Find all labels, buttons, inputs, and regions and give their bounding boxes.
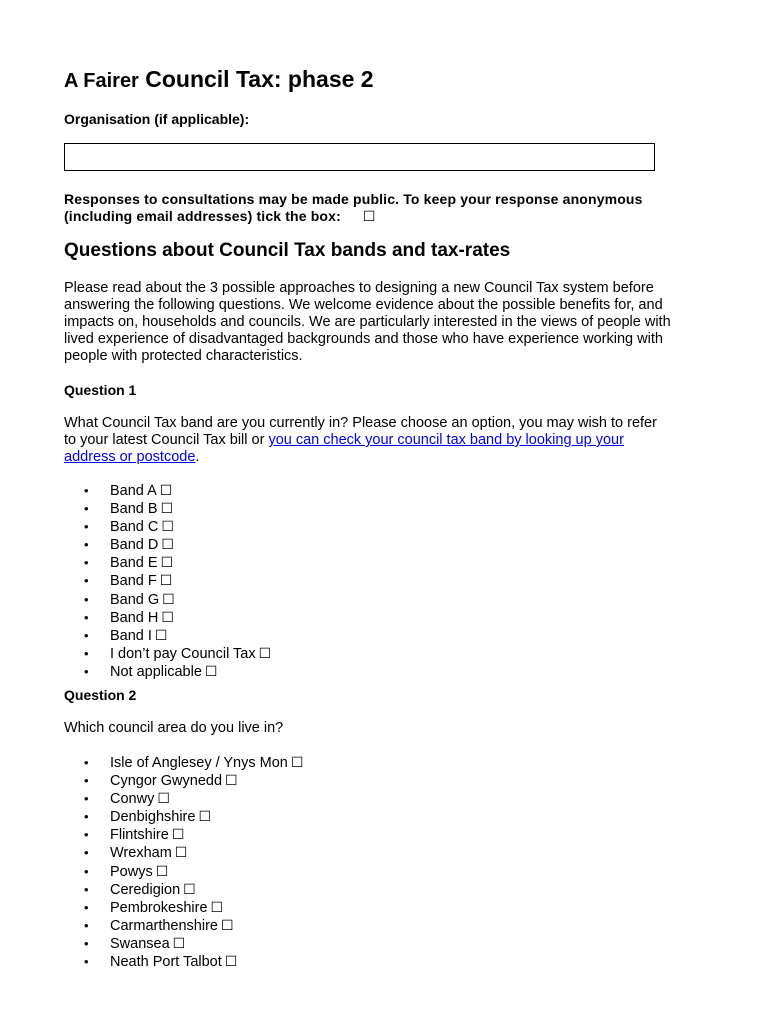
list-item <box>64 772 303 790</box>
option-checkbox[interactable]: ☐ <box>162 590 175 607</box>
option-checkbox[interactable]: ☐ <box>174 844 188 861</box>
question1-options <box>64 482 271 681</box>
bullet: • <box>84 519 89 535</box>
option-label: Band H <box>110 609 159 626</box>
question2-text-line: Which council area do you live in? <box>64 720 284 736</box>
organisation-label: Organisation (if applicable): <box>64 111 250 127</box>
intro-paragraph <box>64 280 724 365</box>
list-item <box>64 826 303 844</box>
option-label: Isle of Anglesey / Ynys Mon <box>110 755 288 771</box>
option-label: Band C <box>110 519 159 536</box>
title-main: Council Tax: phase 2 <box>138 66 374 92</box>
option-label: Band B <box>110 501 158 518</box>
option-label: Band G <box>110 591 160 608</box>
list-item <box>64 482 271 500</box>
option-checkbox[interactable]: ☐ <box>221 916 234 933</box>
option-label: Band A <box>110 483 157 499</box>
bullet: • <box>84 845 89 861</box>
option-checkbox[interactable]: ☐ <box>154 626 168 643</box>
bullet: • <box>84 573 89 589</box>
bullet: • <box>84 755 89 770</box>
list-item <box>64 663 271 681</box>
question2-options <box>64 754 303 971</box>
option-checkbox[interactable]: ☐ <box>290 754 304 770</box>
bullet: • <box>84 663 89 679</box>
option-label: Pembrokeshire <box>110 899 208 916</box>
bullet: • <box>84 935 89 951</box>
question1-label: Question 1 <box>64 382 137 398</box>
list-item <box>64 953 303 971</box>
list-item <box>64 844 303 862</box>
bullet: • <box>84 791 89 807</box>
question2-text <box>64 720 724 737</box>
option-label: Neath Port Talbot <box>110 954 222 971</box>
list-item <box>64 935 303 953</box>
section-heading: Questions about Council Tax bands and tax-rates <box>64 240 511 261</box>
bullet: • <box>84 609 89 625</box>
bullet: • <box>84 501 89 517</box>
question1-text-end: . <box>195 449 200 465</box>
option-label: Swansea <box>110 935 170 952</box>
bullet: • <box>84 827 89 843</box>
option-label: Band I <box>110 627 152 644</box>
bullet: • <box>84 881 89 897</box>
bullet: • <box>84 483 89 498</box>
option-checkbox[interactable]: ☐ <box>224 953 238 970</box>
intro-line: people with protected characteristics. <box>64 348 303 364</box>
option-label: Band D <box>110 537 159 554</box>
option-label: Cyngor Gwynedd <box>110 773 223 790</box>
list-item <box>64 554 271 572</box>
list-item <box>64 572 271 590</box>
option-label: I don’t pay Council Tax <box>110 645 256 662</box>
bullet: • <box>84 627 89 643</box>
list-item <box>64 881 303 899</box>
bullet: • <box>84 645 89 661</box>
option-label: Ceredigion <box>110 881 181 898</box>
list-item <box>64 518 271 536</box>
anonymous-notice <box>64 191 714 225</box>
bullet: • <box>84 555 89 571</box>
bullet: • <box>84 537 89 553</box>
option-checkbox[interactable]: ☐ <box>159 572 173 589</box>
option-checkbox[interactable]: ☐ <box>210 898 224 915</box>
option-checkbox[interactable]: ☐ <box>159 482 173 498</box>
list-item <box>64 627 271 645</box>
option-label: Band E <box>110 555 158 572</box>
list-item <box>64 536 271 554</box>
list-item <box>64 609 271 627</box>
option-checkbox[interactable]: ☐ <box>183 880 196 897</box>
option-checkbox[interactable]: ☐ <box>204 662 218 679</box>
option-checkbox[interactable]: ☐ <box>160 500 174 517</box>
list-item <box>64 645 271 663</box>
bullet: • <box>84 899 89 915</box>
option-label: Not applicable <box>110 663 202 680</box>
option-checkbox[interactable]: ☐ <box>155 862 169 879</box>
option-label: Flintshire <box>110 827 169 844</box>
option-checkbox[interactable]: ☐ <box>161 608 174 625</box>
council-tax-band-link-cont[interactable]: address or postcode <box>64 449 196 465</box>
list-item <box>64 591 271 609</box>
list-item <box>64 754 303 772</box>
option-checkbox[interactable]: ☐ <box>172 934 186 951</box>
anonymous-notice-line2: (including email addresses) tick the box: <box>64 208 341 224</box>
list-item <box>64 790 303 808</box>
option-checkbox[interactable]: ☐ <box>198 808 212 825</box>
option-label: Powys <box>110 863 153 880</box>
option-checkbox[interactable]: ☐ <box>258 644 272 661</box>
bullet: • <box>84 954 89 970</box>
list-item <box>64 808 303 826</box>
page-title <box>64 66 374 93</box>
intro-line: Please read about the 3 possible approaches to designing a new Council Tax system before <box>64 280 654 296</box>
organisation-input[interactable] <box>64 143 655 171</box>
option-label: Denbighshire <box>110 809 196 826</box>
option-checkbox[interactable]: ☐ <box>171 826 185 843</box>
list-item <box>64 500 271 518</box>
option-label: Conwy <box>110 791 155 808</box>
list-item <box>64 863 303 881</box>
intro-line: impacts on, households and councils. We are particularly interested in the views of people with <box>64 314 671 330</box>
bullet: • <box>84 863 89 879</box>
bullet: • <box>84 917 89 933</box>
option-checkbox[interactable]: ☐ <box>225 772 238 789</box>
anonymous-checkbox[interactable]: ☐ <box>362 208 376 224</box>
intro-line: lived experience of disadvantaged backgrounds and those who have experience working with <box>64 331 663 347</box>
bullet: • <box>84 773 89 789</box>
intro-line: answering the following questions. We welcome evidence about the possible benefits for, and <box>64 297 663 313</box>
question1-text-line1: What Council Tax band are you currently in? Please choose an option, you may wish to refer <box>64 415 657 431</box>
option-label: Band F <box>110 573 157 590</box>
option-checkbox[interactable]: ☐ <box>161 518 174 535</box>
list-item <box>64 917 303 935</box>
anonymous-notice-line1: Responses to consultations may be made public. To keep your response anonymous <box>64 191 643 207</box>
question2-label: Question 2 <box>64 687 137 703</box>
bullet: • <box>84 591 89 607</box>
bullet: • <box>84 809 89 825</box>
question1-text-line2: to your latest Council Tax bill or <box>64 432 269 448</box>
option-checkbox[interactable]: ☐ <box>161 536 174 553</box>
title-prefix: A Fairer <box>64 70 139 92</box>
list-item <box>64 899 303 917</box>
option-label: Carmarthenshire <box>110 917 218 934</box>
option-checkbox[interactable]: ☐ <box>160 554 174 571</box>
option-checkbox[interactable]: ☐ <box>157 790 170 807</box>
council-tax-band-link[interactable]: you can check your council tax band by looking up your <box>268 432 624 448</box>
option-label: Wrexham <box>110 845 172 862</box>
question1-text <box>64 415 724 466</box>
